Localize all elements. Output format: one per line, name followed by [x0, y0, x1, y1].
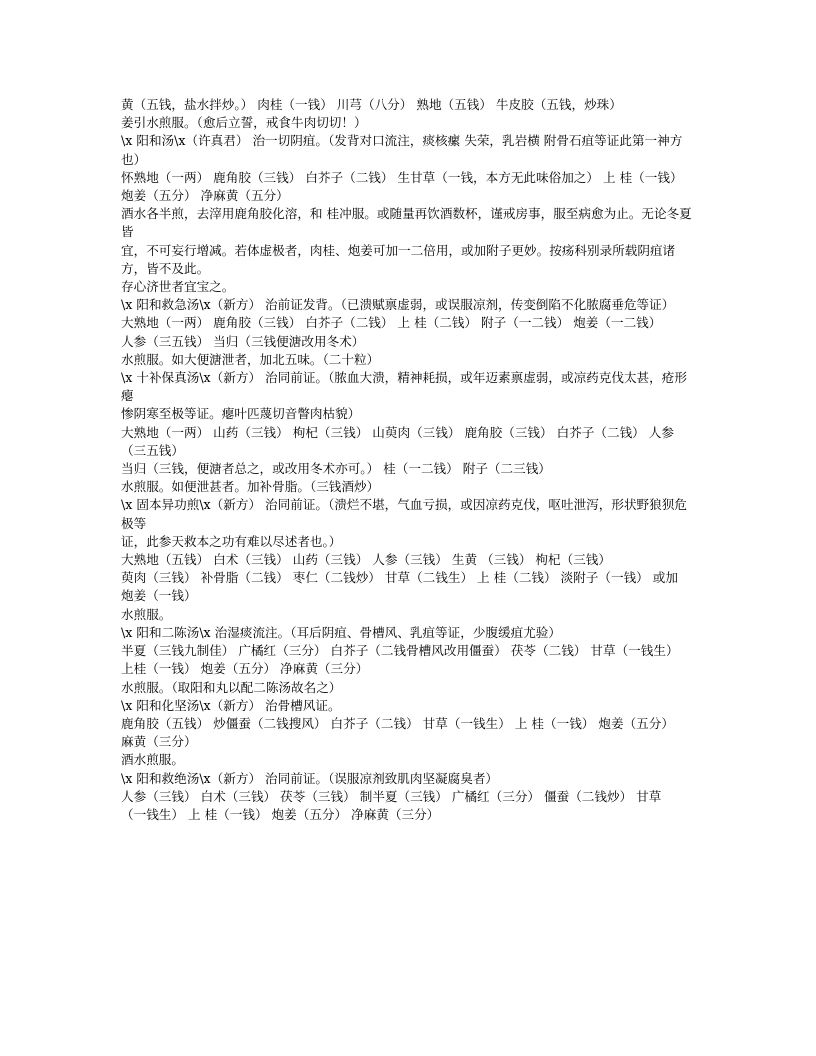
text-line: 酒水各半煎，去滓用鹿角胶化溶，和 桂冲服。或随量再饮酒数杯，谨戒房事，服至病愈为止。无论冬夏皆 [121, 206, 692, 240]
text-line: \x 十补保真汤\x（新方） 治同前证。（脓血大溃，精神耗损，或年迈素禀虚弱，或凉药克伐太甚，疮形瘪 [121, 370, 687, 404]
text-line: 惨阴寒至极等证。瘪叶匹蔑切音瞥肉枯貌） [121, 406, 361, 422]
text-line: 存心济世者宜宝之。 [121, 279, 235, 295]
text-line: 上桂（一钱） 炮姜（五分） 净麻黄（三分） [121, 661, 369, 677]
text-line: 水煎服。如大便溏泄者，加北五味。（二十粒） [121, 351, 380, 367]
text-line: 炮姜（一钱） [121, 588, 197, 604]
text-line: 大熟地（五钱） 白术（三钱） 山药（三钱） 人参（三钱） 生黄 （三钱） 枸杞（三钱） [121, 552, 611, 568]
text-line: 水煎服。 [121, 606, 172, 622]
text-line: 炮姜（五分） 净麻黄（五分） [121, 188, 289, 204]
text-line: \x 阳和救绝汤\x（新方） 治同前证。（误服凉剂致肌肉坚凝腐臭者） [121, 770, 499, 786]
text-line: 人参（三钱） 白术（三钱） 茯苓（三钱） 制半夏（三钱） 广橘红（三分） 僵蚕（二钱炒） 甘草 [121, 788, 662, 804]
text-line: 鹿角胶（五钱） 炒僵蚕（二钱搜风） 白芥子（二钱） 甘草（一钱生） 上 桂（一钱） 炮姜（五分） [121, 715, 674, 731]
text-line: 怀熟地（一两） 鹿角胶（三钱） 白芥子（二钱） 生甘草（一钱，本方无此味俗加之） 上 桂（一钱） [121, 169, 683, 185]
text-line: 黄（五钱，盐水拌炒。） 肉桂（一钱） 川芎（八分） 熟地（五钱） 牛皮胶（五钱，炒珠） [121, 97, 622, 112]
text-line: 麻黄（三分） [121, 734, 197, 750]
text-line: 大熟地（一两） 山药（三钱） 枸杞（三钱） 山萸肉（三钱） 鹿角胶（三钱） 白芥子（二钱） 人参（三五钱） [121, 424, 674, 458]
text-line: （一钱生） 上 桂（一钱） 炮姜（五分） 净麻黄（三分） [121, 806, 440, 822]
text-line: 水煎服。如便泄甚者。加补骨脂。（三钱酒炒） [121, 479, 380, 495]
document-page [121, 96, 697, 824]
text-line: 当归（三钱，便溏者总之，或改用冬术亦可。） 桂（一二钱） 附子（二三钱） [121, 461, 551, 477]
text-line: 宜，不可妄行增减。若体虚极者，肉桂、炮姜可加一二倍用，或加附子更妙。按疡科别录所载阴疽诸方，皆不及此。 [121, 242, 676, 276]
text-line: 水煎服。（取阳和丸以配二陈汤故名之） [121, 679, 342, 695]
text-line: 证，此参天救本之功有难以尽述者也。） [121, 533, 342, 549]
text-line: \x 阳和二陈汤\x 治湿痰流注。（耳后阴疽、骨槽风、乳疽等证，少腹缓疽尤验） [121, 624, 561, 640]
text-line: \x 阳和救急汤\x（新方） 治前证发背。（已溃赋禀虚弱，或误服凉剂，传变倒陷不化脓腐垂危等证） [121, 297, 675, 313]
text-line: 人参（三五钱） 当归（三钱便溏改用冬术） [121, 333, 365, 349]
text-line: 酒水煎服。 [121, 752, 184, 768]
text-line: \x 阳和化坚汤\x（新方） 治骨槽风证。 [121, 697, 341, 713]
text-line: 半夏（三钱九制佳） 广橘红（三分） 白芥子（二钱骨槽风改用僵蚕） 茯苓（二钱） 甘草（一钱生） [121, 643, 679, 659]
text-line: 姜引水煎服。（愈后立誓，戒食牛肉切切！） [121, 115, 367, 131]
text-line: \x 固本异功煎\x（新方） 治同前证。（溃烂不堪，气血亏损，或因凉药克伐，呕吐泄泻，形状野狼狈危极等 [121, 497, 687, 531]
text-line: \x 阳和汤\x（许真君） 治一切阴疽。（发背对口流注，痰核瘰 失荣，乳岩横 附骨石疽等证此第一神方也） [121, 133, 683, 167]
text-line: 萸肉（三钱） 补骨脂（二钱） 枣仁（二钱炒） 甘草（二钱生） 上 桂（二钱） 淡附子（一钱） 或加 [121, 570, 678, 586]
text-line: 大熟地（一两） 鹿角胶（三钱） 白芥子（二钱） 上 桂（二钱） 附子（一二钱） 炮姜（一二钱） [121, 315, 662, 331]
